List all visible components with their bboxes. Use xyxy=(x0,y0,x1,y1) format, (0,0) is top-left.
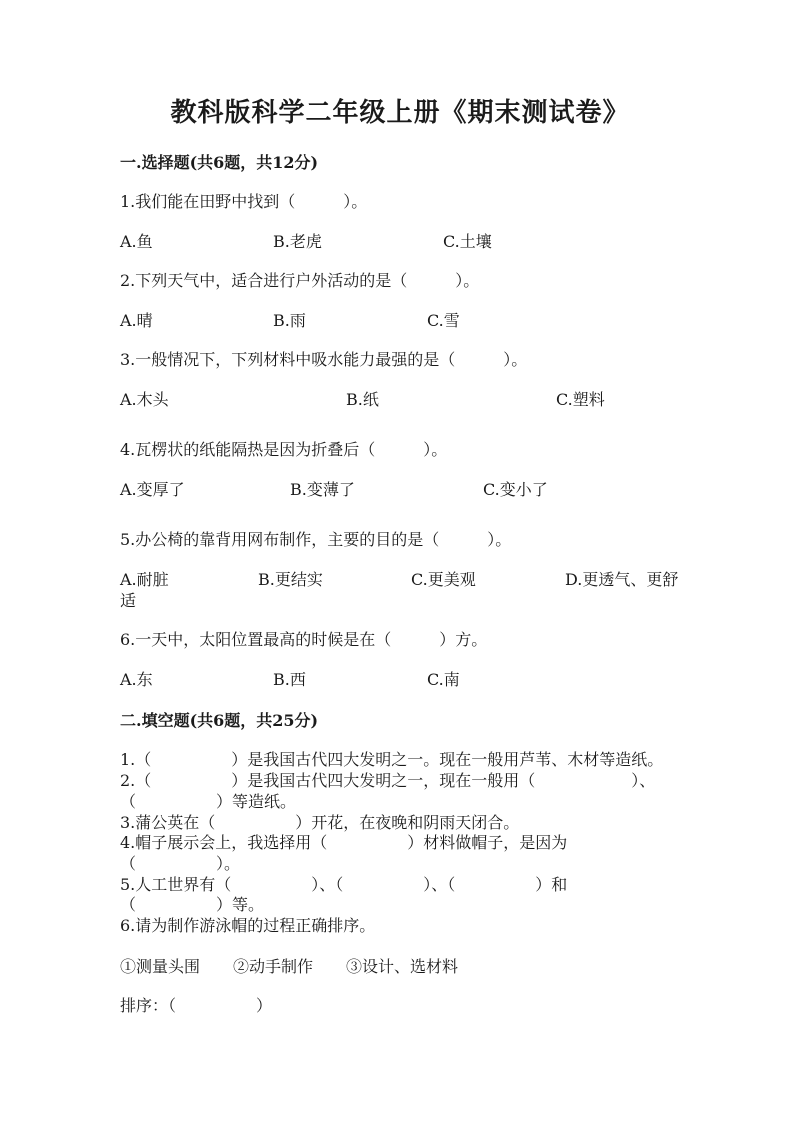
question-4-stem: 4.瓦楞状的纸能隔热是因为折叠后（ ）。 xyxy=(120,440,448,459)
question-5-option-c: C.更美观 xyxy=(411,570,476,589)
question-3-option-b: B.纸 xyxy=(346,390,379,409)
question-5-option-d-wrap: 适 xyxy=(120,591,137,610)
question-4-option-a: A.变厚了 xyxy=(120,480,185,499)
question-6-stem: 6.一天中，太阳位置最高的时候是在（ ）方。 xyxy=(120,630,488,649)
fill-line: 6.请为制作游泳帽的过程正确排序。 xyxy=(120,916,376,935)
question-4-option-c: C.变小了 xyxy=(483,480,548,499)
question-1-option-c: C.土壤 xyxy=(443,232,492,251)
question-5-option-b: B.更结实 xyxy=(258,570,323,589)
step-1: ①测量头围 xyxy=(120,957,201,976)
question-2-option-a: A.晴 xyxy=(120,311,153,330)
question-2-option-c: C.雪 xyxy=(427,311,460,330)
question-1-option-a: A.鱼 xyxy=(120,232,153,251)
section-heading-choice: 一.选择题(共6题，共12分) xyxy=(120,153,319,172)
question-3-option-c: C.塑料 xyxy=(556,390,605,409)
question-3-stem: 3.一般情况下，下列材料中吸水能力最强的是（ ）。 xyxy=(120,350,528,369)
fill-line: 4.帽子展示会上，我选择用（ ）材料做帽子，是因为 xyxy=(120,833,568,852)
question-1-stem: 1.我们能在田野中找到（ ）。 xyxy=(120,192,368,211)
fill-line: （ ）。 xyxy=(120,854,241,873)
page-title: 教科版科学二年级上册《期末测试卷》 xyxy=(170,98,630,128)
question-5-option-d: D.更透气、更舒 xyxy=(565,570,679,589)
question-6-option-c: C.南 xyxy=(427,670,460,689)
question-6-option-a: A.东 xyxy=(120,670,153,689)
question-5-stem: 5.办公椅的靠背用网布制作，主要的目的是（ ）。 xyxy=(120,530,512,549)
section-heading-fill: 二.填空题(共6题，共25分) xyxy=(120,711,319,730)
step-2: ②动手制作 xyxy=(233,957,314,976)
question-2-option-b: B.雨 xyxy=(273,311,306,330)
fill-line: （ ）等。 xyxy=(120,895,265,914)
fill-line: 3.蒲公英在（ ）开花，在夜晚和阴雨天闭合。 xyxy=(120,813,520,832)
question-6-option-b: B.西 xyxy=(273,670,306,689)
order-answer-line: 排序：（ ） xyxy=(120,996,273,1015)
fill-line: 5.人工世界有（ ）、（ ）、（ ）和 xyxy=(120,875,568,894)
question-1-option-b: B.老虎 xyxy=(273,232,322,251)
fill-line: 2.（ ）是我国古代四大发明之一，现在一般用（ ）、 xyxy=(120,771,656,790)
fill-line: （ ）等造纸。 xyxy=(120,792,297,811)
question-4-option-b: B.变薄了 xyxy=(290,480,355,499)
fill-line: 1.（ ）是我国古代四大发明之一。现在一般用芦苇、木材等造纸。 xyxy=(120,750,664,769)
question-3-option-a: A.木头 xyxy=(120,390,169,409)
question-5-option-a: A.耐脏 xyxy=(120,570,169,589)
step-3: ③设计、选材料 xyxy=(346,957,459,976)
question-2-stem: 2.下列天气中，适合进行户外活动的是（ ）。 xyxy=(120,271,480,290)
